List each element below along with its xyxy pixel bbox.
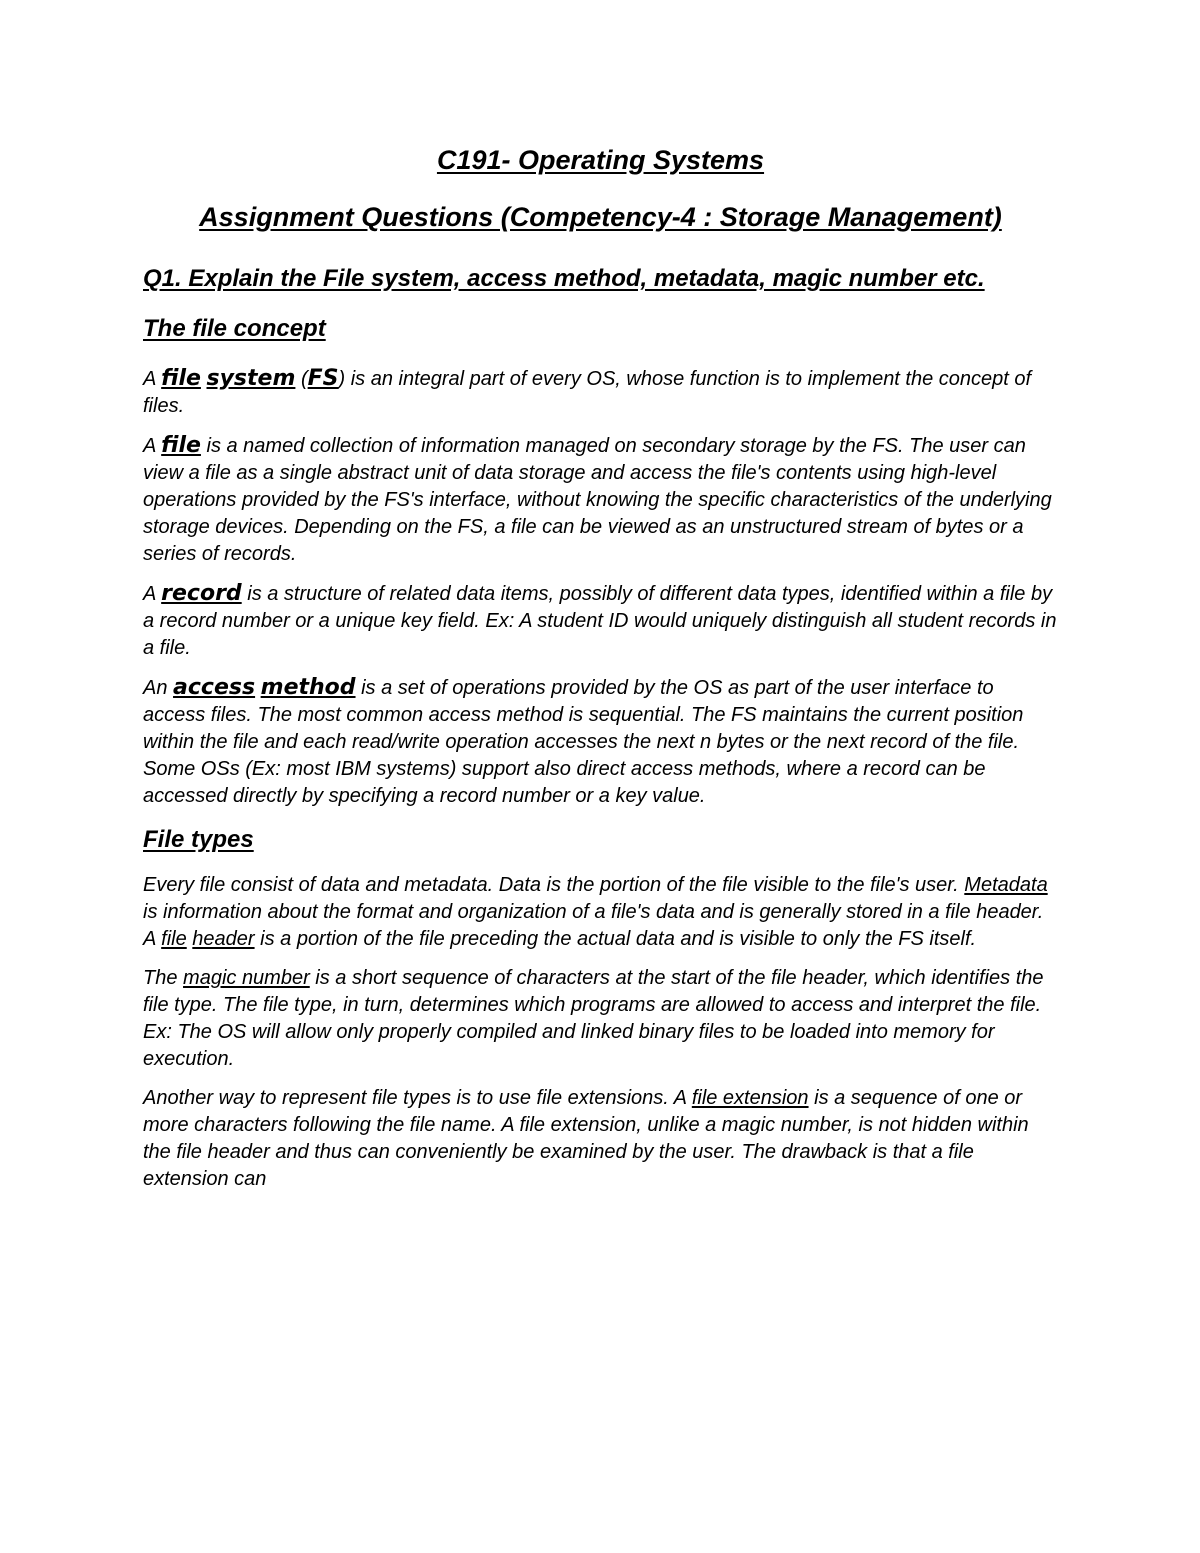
text: A: [143, 583, 162, 605]
text: A: [143, 368, 162, 390]
document-content: [143, 140, 1058, 1205]
term-fs: FS: [307, 366, 339, 391]
term-header: header: [192, 928, 255, 950]
term-magic-number: magic number: [183, 967, 310, 989]
text: is information about the format and organization of a file's data and is generally stored in a file header. A: [143, 901, 1044, 950]
text: (: [295, 368, 308, 390]
paragraph-file-system: [143, 365, 1058, 420]
question-heading: [143, 263, 1058, 294]
term-method: method: [260, 675, 356, 700]
text: is a sequence of one or more characters following the file name. A file extension, unlike a magic number, is not hidden within the file header and thus can conveniently be examined by the user. The drawback is that a file extension can: [143, 1087, 1029, 1190]
question-heading-text: Q1. Explain the File system, access method, metadata, magic number etc.: [143, 265, 985, 292]
text: is a short sequence of characters at the start of the file header, which identifies the file type. The file type, in turn, determines which programs are allowed to access and interpret the file. Ex: The OS will allow only properly compiled and linked binary files to be loaded into memory for execution.: [143, 967, 1044, 1070]
text: is a set of operations provided by the OS as part of the user interface to access files. The most common access method is sequential. The FS maintains the current position within the file and each read/write operation accesses the next n bytes or the next record of the file. Some OSs (Ex: most IBM systems) support also direct access methods, where a record can be accessed directly by specifying a record number or a key value.: [143, 677, 1024, 807]
text: is a named collection of information managed on secondary storage by the FS. The user can view a file as a single abstract unit of data storage and access the file's contents using high-level operations provided by the FS's interface, without knowing the specific characteristics of the underlying storage devices. Depending on the FS, a file can be viewed as an unstructured stream of bytes or a series of records.: [143, 435, 1052, 565]
paragraph-file: [143, 432, 1058, 568]
section-heading-file-types: [143, 824, 1058, 855]
term-metadata: Metadata: [964, 874, 1048, 896]
text: A: [143, 435, 162, 457]
term-file: file: [161, 928, 187, 950]
text: The: [143, 967, 184, 989]
section-heading-file-concept: [143, 313, 1058, 344]
term-access: access: [173, 675, 256, 700]
term-record: record: [161, 581, 242, 606]
document-title-text: C191- Operating Systems: [436, 145, 765, 175]
document-title: [143, 140, 1058, 180]
paragraph-magic-number: [143, 965, 1058, 1073]
text: Another way to represent file types is to use file extensions. A: [143, 1087, 692, 1109]
text: Every file consist of data and metadata. Data is the portion of the file visible to the file's user.: [143, 874, 965, 896]
paragraph-access-method: [143, 674, 1058, 810]
term-file: file: [161, 366, 201, 391]
paragraph-record: [143, 580, 1058, 662]
document-subtitle-text: Assignment Questions (Competency-4 : Storage Management): [199, 202, 1002, 232]
text: ) is an integral part of every OS, whose function is to implement the concept of files.: [143, 368, 1032, 417]
section-heading-file-types-text: File types: [143, 826, 254, 853]
term-system: system: [206, 366, 296, 391]
paragraph-file-extension: [143, 1085, 1058, 1193]
text: is a structure of related data items, possibly of different data types, identified within a file by a record number or a unique key field. Ex: A student ID would uniquely distinguish all student records in a file.: [143, 583, 1057, 659]
document-subtitle: [143, 198, 1058, 237]
section-heading-file-concept-text: The file concept: [143, 315, 326, 342]
paragraph-metadata: [143, 872, 1058, 953]
text: is a portion of the file preceding the actual data and is visible to only the FS itself.: [254, 928, 977, 950]
term-file-extension: file extension: [691, 1087, 809, 1109]
term-file: file: [161, 433, 201, 458]
text: An: [143, 677, 174, 699]
